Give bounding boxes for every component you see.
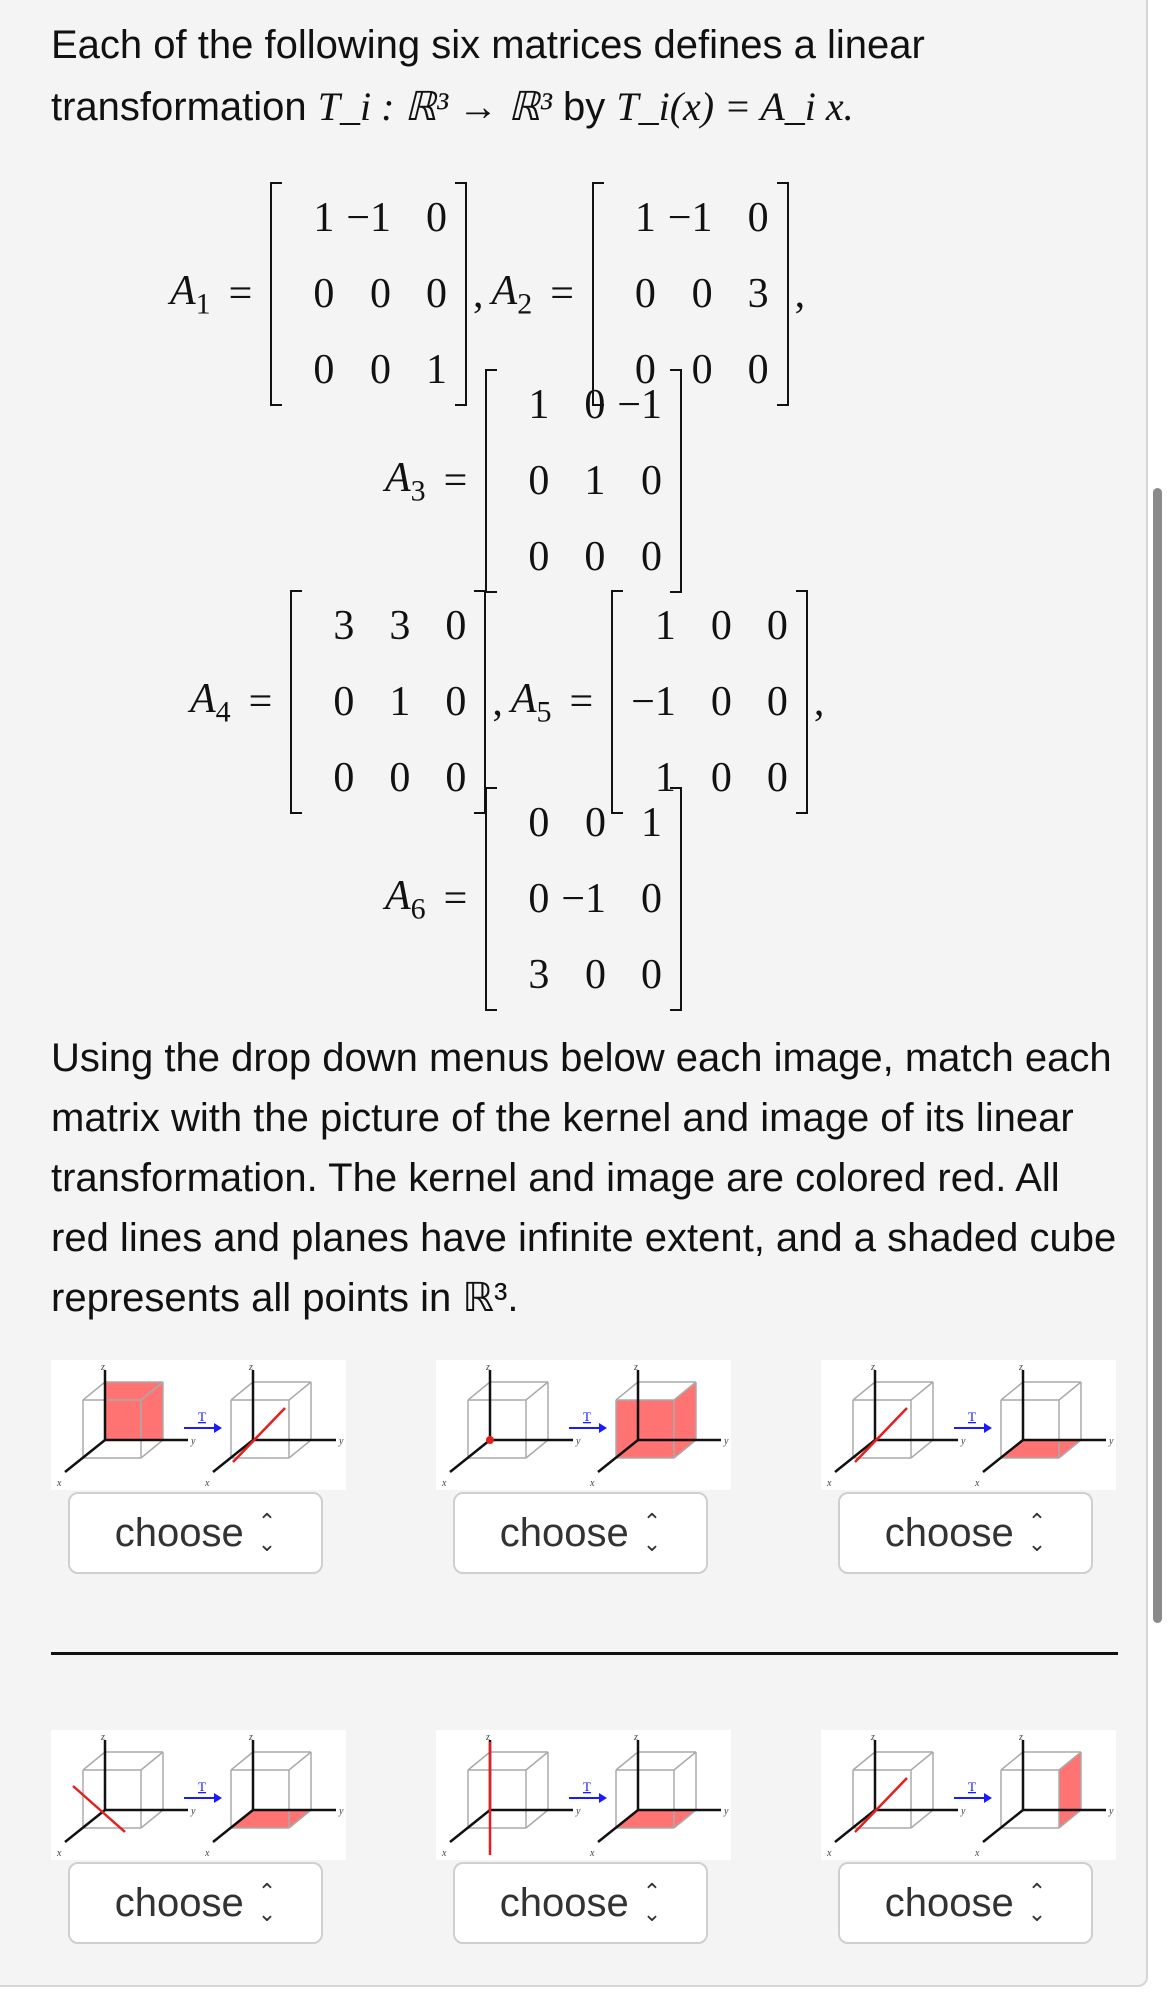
matrix-a3 xyxy=(485,367,682,595)
section-divider xyxy=(51,1652,1118,1655)
x-label: x xyxy=(975,1478,980,1489)
transform-label: T xyxy=(968,1779,976,1794)
match-select[interactable]: choose ⌃ ⌄ xyxy=(838,1862,1093,1944)
z-label: z xyxy=(101,1732,105,1743)
kernel-image-figure xyxy=(51,1360,346,1490)
transformation-picture xyxy=(821,1360,1116,1490)
pictures-row-1 xyxy=(51,1360,1121,1600)
matrix-cell: 1 xyxy=(528,382,550,428)
scrollbar[interactable] xyxy=(1153,488,1162,1623)
chevron-updown-icon: ⌃ ⌄ xyxy=(642,1879,662,1926)
matrix-cell: 0 xyxy=(710,755,732,801)
matrix-cell: 0 xyxy=(528,800,550,846)
chevron-updown-icon: ⌃ ⌄ xyxy=(1027,1509,1047,1556)
intro-text xyxy=(51,14,1111,138)
matrix-cell: 1 xyxy=(654,755,676,801)
x-label: x xyxy=(57,1848,62,1859)
matrix-cell: 0 xyxy=(528,458,550,504)
transformation-picture xyxy=(51,1730,346,1860)
matrices-block xyxy=(0,160,1146,1000)
z-label: z xyxy=(871,1732,875,1743)
matrix-cell: −1 xyxy=(346,195,392,241)
match-select[interactable]: choose ⌃ ⌄ xyxy=(453,1492,708,1574)
matrix-cell: 0 xyxy=(313,347,335,393)
kernel-image-figure xyxy=(51,1730,346,1860)
matrix-cell: 0 xyxy=(747,195,769,241)
matrix-cell: 0 xyxy=(710,603,732,649)
matrix-cell: 0 xyxy=(528,876,550,922)
figure-background xyxy=(821,1360,1116,1490)
figure-background xyxy=(51,1360,346,1490)
intro-line-2: transformation T_i : ℝ³ → ℝ³ by T_i(x) = A_i x. xyxy=(51,84,854,129)
matrix-cell: 1 xyxy=(426,347,448,393)
y-label: y xyxy=(961,1436,966,1447)
matrix-cell: 3 xyxy=(528,952,550,998)
y-label: y xyxy=(339,1806,344,1817)
z-label: z xyxy=(249,1362,253,1373)
matrix-cell: 0 xyxy=(766,679,788,725)
z-label: z xyxy=(486,1732,490,1743)
match-select[interactable]: choose ⌃ ⌄ xyxy=(453,1862,708,1944)
matrix-cell: 1 xyxy=(654,603,676,649)
x-label: x xyxy=(827,1478,832,1489)
transform-label: T xyxy=(968,1409,976,1424)
matrix-cell: 0 xyxy=(445,603,467,649)
matrix-cell: 0 xyxy=(333,679,355,725)
matrix-cell: −1 xyxy=(561,876,607,922)
matrix-cell: 0 xyxy=(766,755,788,801)
matrix-cell: 0 xyxy=(710,679,732,725)
transformation-picture xyxy=(436,1730,731,1860)
y-label: y xyxy=(191,1806,196,1817)
matrix-cell: 0 xyxy=(445,679,467,725)
chevron-updown-icon: ⌃ ⌄ xyxy=(257,1509,277,1556)
matrix-cell: 0 xyxy=(691,271,713,317)
match-select[interactable]: choose ⌃ ⌄ xyxy=(838,1492,1093,1574)
pictures-row-2 xyxy=(51,1730,1121,1970)
chevron-updown-icon: ⌃ ⌄ xyxy=(642,1509,662,1556)
matrix-cell: 0 xyxy=(766,603,788,649)
matrix-cell: −1 xyxy=(631,679,676,725)
x-label: x xyxy=(975,1848,980,1859)
kernel-image-figure xyxy=(436,1730,731,1860)
y-label: y xyxy=(576,1806,581,1817)
chevron-updown-icon: ⌃ ⌄ xyxy=(257,1879,277,1926)
matrix-cell: −1 xyxy=(617,382,663,428)
instructions-text: Using the drop down menus below each image, match each matrix with the picture of the kernel and image of its linear transformation. The kernel and image are colored red. All red lines and planes have infinite extent, and a shaded cube represents all points in ℝ³. xyxy=(51,1036,1117,1320)
transform-label: T xyxy=(198,1409,206,1424)
chevron-updown-icon: ⌃ ⌄ xyxy=(1027,1879,1047,1926)
z-label: z xyxy=(249,1732,253,1743)
intro-math-mapping: T_i : ℝ³ → ℝ³ xyxy=(317,84,552,129)
matrix-cell: 0 xyxy=(585,952,607,998)
x-label: x xyxy=(205,1848,210,1859)
matrix-eq-4: $A_4$ = 3 3 0 0 1 0 0 0 0 , $A_5$ = 1 0 0 −1 0 0 1 0 0 , xyxy=(190,588,832,816)
matrix-cell: 1 xyxy=(389,679,411,725)
matrix-cell: 1 xyxy=(634,195,656,241)
x-label: x xyxy=(442,1478,447,1489)
z-label: z xyxy=(1019,1362,1023,1373)
matrix-eq-3: $A_3$ = 1 0 −1 0 1 0 0 0 0 xyxy=(385,367,682,595)
matrix-cell: 0 xyxy=(641,458,663,504)
matrix-cell: 0 xyxy=(370,271,392,317)
matrix-cell: 0 xyxy=(528,534,550,580)
matrix-cell: 0 xyxy=(747,347,769,393)
y-label: y xyxy=(339,1436,344,1447)
matrix-cell: 0 xyxy=(641,952,663,998)
matrix-cell: 0 xyxy=(634,347,656,393)
matrix-cell: 0 xyxy=(445,755,467,801)
matrix-cell: 0 xyxy=(584,382,606,428)
matrix-cell: 0 xyxy=(426,195,448,241)
figure-background xyxy=(51,1730,346,1860)
y-label: y xyxy=(576,1436,581,1447)
transform-label: T xyxy=(583,1779,591,1794)
matrix-a4 xyxy=(290,588,486,816)
z-label: z xyxy=(486,1362,490,1373)
z-label: z xyxy=(871,1362,875,1373)
matrix-cell: 3 xyxy=(333,603,355,649)
kernel-image-figure xyxy=(821,1730,1116,1860)
z-label: z xyxy=(634,1732,638,1743)
matrix-a6 xyxy=(485,785,682,1013)
intro-line-1: Each of the following six matrices defines a linear xyxy=(51,23,925,67)
matrix-cell: 0 xyxy=(389,755,411,801)
z-label: z xyxy=(634,1362,638,1373)
matrix-cell: −1 xyxy=(667,195,713,241)
transformation-picture xyxy=(821,1730,1116,1860)
matrix-cell: 0 xyxy=(641,534,663,580)
matrix-cell: 0 xyxy=(370,347,392,393)
match-select[interactable]: choose ⌃ ⌄ xyxy=(68,1492,323,1574)
matrix-cell: 0 xyxy=(691,347,713,393)
x-label: x xyxy=(827,1848,832,1859)
x-label: x xyxy=(57,1478,62,1489)
matrix-cell: 0 xyxy=(426,271,448,317)
matrix-cell: 0 xyxy=(333,755,355,801)
y-label: y xyxy=(724,1436,729,1447)
matrix-cell: 1 xyxy=(313,195,335,241)
matrix-cell: 0 xyxy=(634,271,656,317)
y-label: y xyxy=(724,1806,729,1817)
y-label: y xyxy=(191,1436,196,1447)
x-label: x xyxy=(590,1848,595,1859)
matrix-cell: 0 xyxy=(584,534,606,580)
matrix-eq-1: $A_1$ = 1 −1 0 0 0 0 0 0 1 , $A_2$ = 1 −1 0 0 0 3 0 0 0 , xyxy=(170,180,813,408)
red-point xyxy=(486,1436,494,1444)
transformation-picture xyxy=(436,1360,731,1490)
matrix-cell: 3 xyxy=(389,603,411,649)
kernel-image-figure xyxy=(821,1360,1116,1490)
z-label: z xyxy=(101,1362,105,1373)
figure-background xyxy=(436,1730,731,1860)
transform-label: T xyxy=(198,1779,206,1794)
z-label: z xyxy=(1019,1732,1023,1743)
matrix-cell: 3 xyxy=(747,271,769,317)
matrix-cell: 0 xyxy=(313,271,335,317)
match-select[interactable]: choose ⌃ ⌄ xyxy=(68,1862,323,1944)
y-label: y xyxy=(961,1806,966,1817)
x-label: x xyxy=(205,1478,210,1489)
matrix-a5 xyxy=(611,588,808,816)
x-label: x xyxy=(590,1478,595,1489)
matrix-cell: 1 xyxy=(641,800,663,846)
shaded-plane xyxy=(105,1382,163,1440)
kernel-image-figure xyxy=(436,1360,731,1490)
matrix-cell: 1 xyxy=(584,458,606,504)
y-label: y xyxy=(1109,1436,1114,1447)
matrix-cell: 0 xyxy=(641,876,663,922)
transform-label: T xyxy=(583,1409,591,1424)
matrix-eq-6: $A_6$ = 0 0 1 0 −1 0 3 0 0 xyxy=(385,785,682,1013)
x-label: x xyxy=(442,1848,447,1859)
y-label: y xyxy=(1109,1806,1114,1817)
matrix-cell: 0 xyxy=(585,800,607,846)
transformation-picture xyxy=(51,1360,346,1490)
intro-math-rule: T_i(x) = A_i x. xyxy=(616,84,854,129)
